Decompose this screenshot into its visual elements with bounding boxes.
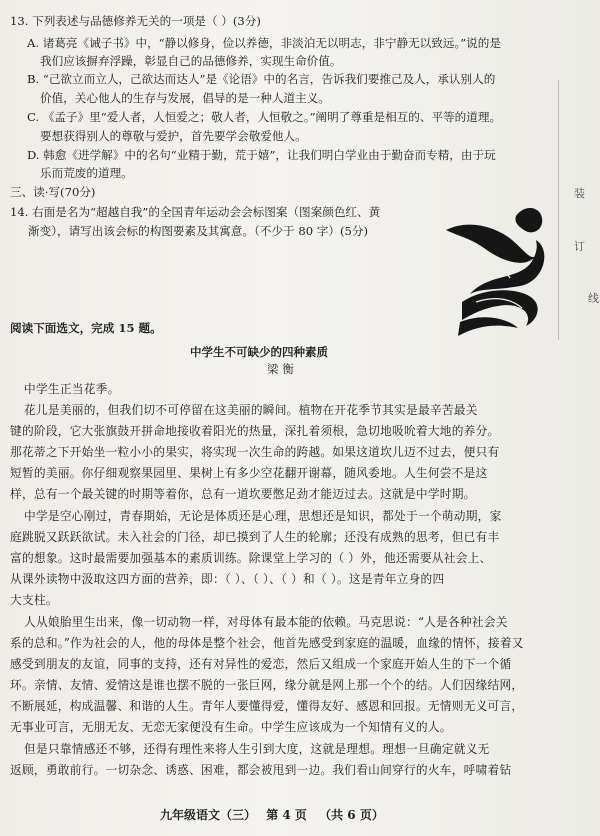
para-line-6: 样，总有一个最关键的时期等着你，总有一道坎要憋足劲才能迈过去。这就是中学时期。 <box>10 487 476 501</box>
para-line-16: 不断展延，构成温馨、和谐的人生。青年人要懂得爱，懂得友好、感恩和回报。无情则无义可言， <box>10 699 524 713</box>
para-line-13: 系的总和。”作为社会的人，他的母体是整个社会，他首先感受到家庭的温暖，血缘的情怀，接着又 <box>10 636 524 650</box>
para-line-8: 庭跳脱又跃跃欲试。未入社会的门径，却已摸到了人生的轮廓；还没有成熟的思考，但已有丰 <box>10 530 500 544</box>
q13-option-a-line2: 我们应该摒弃浮躁，彰显自己的品德修养，实现生命价值。 <box>40 54 342 68</box>
para-line-4: 那花蒂之下开始坐一粒小小的果实，将实现一次生命的跨越。如果这道坎儿迈不过去，便只有 <box>10 445 500 459</box>
superiority-emblem-icon <box>440 190 565 340</box>
margin-char-3: 线 <box>588 292 599 305</box>
q13-option-b-line1: B. “己欲立而立人，己欲达而达人”是《论语》中的名言，告诉我们要推己及人，承认别人的 <box>27 72 496 86</box>
para-line-19: 返顾，勇敢前行。一切杂念、诱惑、困难，都会被甩到一边。我们看山间穿行的火车，呼啸着钻 <box>10 763 512 777</box>
article-title: 中学生不可缺少的四种素质 <box>190 345 328 359</box>
reading-intro: 阅读下面选文，完成 15 题。 <box>10 321 162 335</box>
para-line-10: 从课外读物中汲取这四方面的营养，即：（ ）、（ ）、（ ）和（ ）。这是青年立身的四 <box>10 572 445 586</box>
q14-line2: 渐变），请写出该会标的构图要素及其寓意。（不少于 80 字）(5分) <box>28 224 368 238</box>
q13-option-d-line1: D. 韩愈《进学解》中的名句“业精于勤，荒于嬉”，让我们明白学业由于勤奋而专精，由于玩 <box>27 148 496 162</box>
para-line-3: 键的阶段，它大张旗鼓开拼命地接收着阳光的热量，深扎着须根，急切地吸吮着大地的养分。 <box>10 424 500 438</box>
q13-option-b-line2: 价值，关心他人的生存与发展，倡导的是一种人道主义。 <box>40 91 330 105</box>
q13-stem: 13. 下列表述与品德修养无关的一项是（ ）(3分) <box>10 14 261 28</box>
footer-subject: 九年级语文（三） <box>160 808 257 822</box>
para-line-17: 无事业可言，无朋无友、无恋无家便没有生命。中学生应该成为一个知情有义的人。 <box>10 720 452 734</box>
page-footer <box>160 806 384 823</box>
q13-option-c-line1: C. 《孟子》里“爱人者，人恒爱之；敬人者，人恒敬之。”阐明了尊重是相互的、平等的道理。 <box>27 110 502 124</box>
q13-option-a-line1: A. 诸葛亮《诫子书》中，“静以修身，俭以养德，非淡泊无以明志，非宁静无以致远。”说的是 <box>27 36 501 50</box>
q13-option-c-line2: 要想获得别人的尊敬与爱护，首先要学会敬爱他人。 <box>40 129 307 143</box>
margin-char-1: 装 <box>574 187 585 200</box>
para-line-14: 感受到朋友的友谊，同事的支持，还有对异性的爱恋，然后又组成一个家庭开始人生的下一个循 <box>10 657 512 671</box>
para-line-18: 但是只靠情感还不够，还得有理性来将人生引到大度，这就是理想。理想一旦确定就义无 <box>24 742 490 756</box>
para-line-7: 中学是空心刚过，青春期始，无论是体质还是心理，思想还是知识，都处于一个萌动期，家 <box>24 509 502 523</box>
footer-total: （共 6 页） <box>319 808 384 822</box>
para-line-11: 大支柱。 <box>10 593 58 607</box>
para-line-12: 人从娘胎里生出来，像一切动物一样，对母体有最本能的依赖。马克思说：“人是各种社会关 <box>24 615 508 629</box>
para-line-9: 富的想象。这时最需要加强基本的素质训练。除课堂上学习的（ ）外，他还需要从社会上、 <box>10 551 492 565</box>
margin-char-2: 订 <box>574 240 585 253</box>
q13-option-d-line2: 乐而荒废的道理。 <box>40 166 133 180</box>
section3-heading: 三、读·写(70分) <box>10 185 96 199</box>
para-line-15: 环。亲情、友情、爱情这是谁也摆不脱的一张巨网，缘分就是网上那一个个的结。人们因缘结网， <box>10 678 524 692</box>
para-line-1: 中学生正当花季。 <box>24 382 120 396</box>
article-author: 梁 衡 <box>267 362 294 376</box>
para-line-5: 短暂的美丽。你仔细观察果园里、果树上有多少空花翻开谢幕，随风委地。人生何尝不是这 <box>10 466 488 480</box>
para-line-2: 花儿是美丽的，但我们切不可停留在这美丽的瞬间。植物在开花季节其实是最辛苦最关 <box>24 403 478 417</box>
footer-page: 第 4 页 <box>266 808 307 822</box>
q14-line1: 14. 右面是名为“超越自我”的全国青年运动会会标图案（图案颜色红、黄 <box>10 205 381 219</box>
